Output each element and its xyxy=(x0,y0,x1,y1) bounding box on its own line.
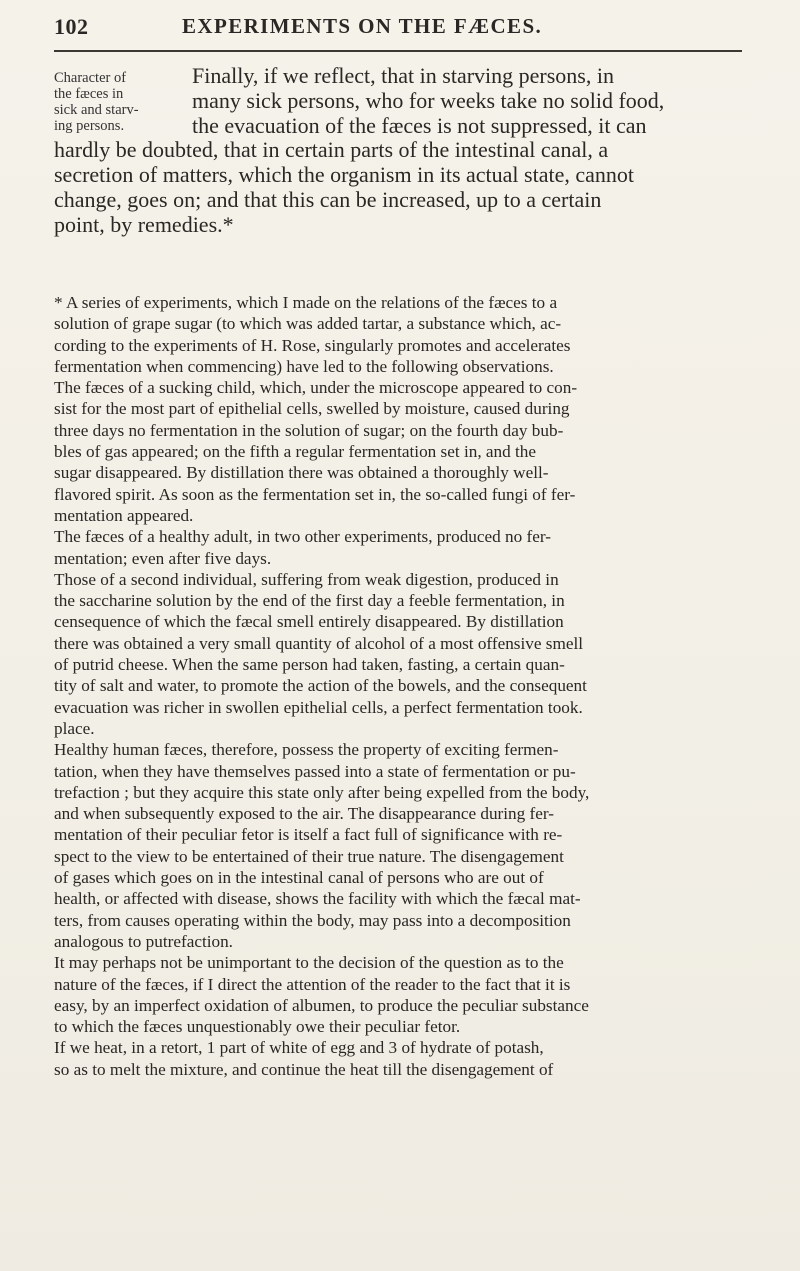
running-head: EXPERIMENTS ON THE FÆCES. xyxy=(182,14,543,38)
footnote-line: place. xyxy=(54,718,95,738)
footnote-line: ters, from causes operating within the body, may pass into a decomposition xyxy=(54,910,571,930)
main-text-line: change, goes on; and that this can be increased, up to a certain xyxy=(54,186,602,212)
footnote-line: sist for the most part of epithelial cells, swelled by moisture, caused during xyxy=(54,399,570,419)
page-header xyxy=(54,14,754,48)
footnote-line: health, or affected with disease, shows the facility with which the fæcal mat- xyxy=(54,889,581,909)
footnote-line: Those of a second individual, suffering from weak digestion, produced in xyxy=(54,569,559,589)
footnote-line: censequence of which the fæcal smell entirely disappeared. By distillation xyxy=(54,612,564,632)
footnote-paragraph xyxy=(54,292,754,377)
footnote-line: analogous to putrefaction. xyxy=(54,931,233,951)
footnote-line: bles of gas appeared; on the fifth a regular fermentation set in, and the xyxy=(54,442,537,462)
footnote-line: to which the fæces unquestionably owe their peculiar fetor. xyxy=(54,1017,461,1037)
footnote-line: easy, by an imperfect oxidation of albumen, to produce the peculiar substance xyxy=(54,995,589,1015)
footnote-line: mentation; even after five days. xyxy=(54,548,272,568)
footnote-line: If we heat, in a retort, 1 part of white of egg and 3 of hydrate of potash, xyxy=(54,1038,544,1058)
footnote-line: of gases which goes on in the intestinal canal of persons who are out of xyxy=(54,868,544,888)
margin-note-line: sick and starv- xyxy=(54,102,139,118)
margin-note-line: ing persons. xyxy=(54,118,125,134)
margin-note-line: Character of xyxy=(54,70,127,86)
main-text-line: point, by remedies.* xyxy=(54,211,234,237)
footnote-line: of putrid cheese. When the same person had taken, fasting, a certain quan- xyxy=(54,655,565,675)
footnote-line: the saccharine solution by the end of the first day a feeble fermentation, in xyxy=(54,591,565,611)
main-text-line: the evacuation of the fæces is not suppressed, it can xyxy=(192,112,647,138)
footnote-line: The fæces of a sucking child, which, under the microscope appeared to con- xyxy=(54,378,578,398)
footnote-line: there was obtained a very small quantity of alcohol of a most offensive smell xyxy=(54,633,584,653)
footnote-line: * A series of experiments, which I made on the relations of the fæces to a xyxy=(54,293,558,312)
header-rule xyxy=(54,50,742,52)
footnote-line: and when subsequently exposed to the air. The disappearance during fer- xyxy=(54,804,554,824)
margin-note-line: the fæces in xyxy=(54,86,124,102)
footnote xyxy=(54,292,754,1080)
footnote-line: mentation appeared. xyxy=(54,505,194,525)
footnote-line: sugar disappeared. By distillation there was obtained a thoroughly well- xyxy=(54,463,549,483)
footnote-line: tity of salt and water, to promote the action of the bowels, and the consequent xyxy=(54,676,587,696)
footnote-line: evacuation was richer in swollen epithelial cells, a perfect fermentation took. xyxy=(54,697,583,717)
footnote-paragraph xyxy=(54,526,754,569)
main-text-line: Finally, if we reflect, that in starving persons, in xyxy=(192,63,614,88)
footnote-line: spect to the view to be entertained of their true nature. The disengagement xyxy=(54,846,564,866)
margin-note xyxy=(54,70,172,134)
footnote-line: nature of the fæces, if I direct the attention of the reader to the fact that it is xyxy=(54,974,571,994)
main-text-line: many sick persons, who for weeks take no solid food, xyxy=(192,87,665,113)
footnote-line: trefaction ; but they acquire this state only after being expelled from the body, xyxy=(54,782,590,802)
footnote-line: three days no fermentation in the solution of sugar; on the fourth day bub- xyxy=(54,420,564,440)
footnote-line: tation, when they have themselves passed into a state of fermentation or pu- xyxy=(54,761,576,781)
footnote-line: so as to melt the mixture, and continue the heat till the disengagement of xyxy=(54,1059,554,1079)
footnote-line: solution of grape sugar (to which was added tartar, a substance which, ac- xyxy=(54,314,562,334)
footnote-paragraph xyxy=(54,377,754,526)
footnote-paragraph xyxy=(54,569,754,739)
footnote-line: The fæces of a healthy adult, in two other experiments, produced no fer- xyxy=(54,527,551,547)
footnote-line: fermentation when commencing) have led to the following observations. xyxy=(54,356,554,376)
footnote-line: It may perhaps not be unimportant to the decision of the question as to the xyxy=(54,953,564,973)
footnote-line: cording to the experiments of H. Rose, singularly promotes and accelerates xyxy=(54,335,571,355)
page-number: 102 xyxy=(54,14,89,39)
main-text-line: hardly be doubted, that in certain parts of the intestinal canal, a xyxy=(54,137,609,163)
footnote-paragraph xyxy=(54,952,754,1037)
footnote-line: flavored spirit. As soon as the fermentation set in, the so-called fungi of fer- xyxy=(54,484,576,504)
footnote-paragraph xyxy=(54,739,754,952)
footnote-line: Healthy human fæces, therefore, possess the property of exciting fermen- xyxy=(54,740,559,760)
footnote-line: mentation of their peculiar fetor is itself a fact full of significance with re- xyxy=(54,825,563,845)
main-text-line: secretion of matters, which the organism in its actual state, cannot xyxy=(54,162,634,188)
footnote-paragraph xyxy=(54,1037,754,1080)
main-paragraph xyxy=(54,64,754,238)
